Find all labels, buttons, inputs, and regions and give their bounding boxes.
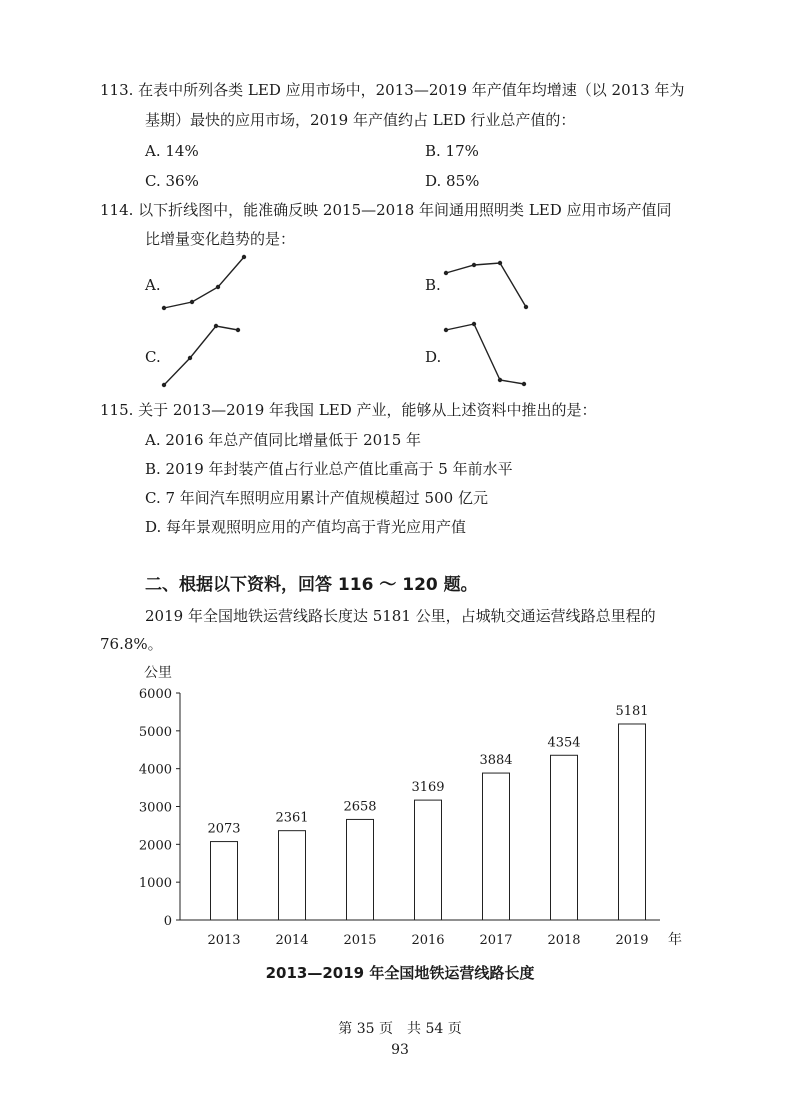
x-tick-label: 2013 (207, 933, 241, 948)
q115-option-c: C. 7 年间汽车照明应用累计产值规模超过 500 亿元 (145, 489, 488, 507)
subway-length-bar-chart (130, 660, 690, 955)
y-tick-label: 4000 (138, 762, 172, 778)
q114-stem-line2: 比增量变化趋势的是： (145, 230, 296, 248)
q114-option-c-mini-line-chart (158, 320, 258, 395)
q113-option-a: A. 14% (145, 142, 199, 160)
bar (415, 800, 442, 920)
y-tick-label: 2000 (138, 838, 172, 854)
bar (347, 819, 374, 920)
y-tick-label: 3000 (138, 800, 172, 816)
bar (483, 773, 510, 920)
section2-intro-line1: 2019 年全国地铁运营线路长度达 5181 公里，占城轨交通运营线路总里程的 (145, 607, 656, 625)
bar-value-label: 2361 (275, 810, 309, 826)
section2-intro-line2: 76.8%。 (100, 635, 163, 653)
y-tick-label: 0 (163, 914, 172, 929)
x-tick-label: 2014 (275, 933, 309, 948)
q114-option-b-label: B. (425, 276, 441, 294)
section2-heading: 二、根据以下资料，回答 116 ～ 120 题。 (145, 575, 478, 595)
q113-stem-line1: 113. 在表中所列各类 LED 应用市场中，2013—2019 年产值年均增速（以 2013 年为 (100, 81, 685, 99)
q115-option-d: D. 每年景观照明应用的产值均高于背光应用产值 (145, 518, 467, 536)
bar-value-label: 2073 (207, 821, 241, 837)
q114-option-b-mini-line-chart (440, 255, 540, 325)
bar-value-label: 5181 (615, 703, 649, 719)
bar (619, 724, 646, 920)
page-info: 第 35 页 共 54 页 (338, 1021, 462, 1037)
y-tick-label: 6000 (138, 687, 172, 702)
q114-option-a-label: A. (145, 276, 161, 294)
q114-stem-line1: 114. 以下折线图中，能准确反映 2015—2018 年间通用照明类 LED 应用市场产值同 (100, 201, 672, 219)
x-tick-label: 2015 (343, 933, 377, 948)
x-tick-label: 2018 (547, 933, 581, 948)
y-tick-label: 1000 (138, 876, 172, 892)
q113-option-b: B. 17% (425, 142, 479, 160)
y-tick-label: 5000 (138, 724, 172, 740)
bar-value-label: 4354 (547, 735, 581, 751)
bar-value-label: 2658 (343, 799, 377, 815)
q113-option-d: D. 85% (425, 172, 480, 190)
chart-title: 2013—2019 年全国地铁运营线路长度 (265, 964, 535, 982)
q115-option-b: B. 2019 年封装产值占行业总产值比重高于 5 年前水平 (145, 460, 513, 478)
x-tick-label: 2019 (615, 933, 649, 948)
bar-value-label: 3884 (479, 753, 513, 769)
y-axis-label: 公里 (144, 665, 172, 681)
q114-option-d-mini-line-chart (440, 320, 540, 395)
x-axis-label: 年 (668, 932, 682, 948)
x-tick-label: 2017 (479, 933, 513, 948)
q114-option-d-label: D. (425, 348, 442, 366)
bar (279, 831, 306, 920)
q113-option-c: C. 36% (145, 172, 199, 190)
bar-value-label: 3169 (411, 780, 445, 796)
bar (551, 755, 578, 920)
q115-option-a: A. 2016 年总产值同比增量低于 2015 年 (145, 431, 422, 449)
q114-option-c-label: C. (145, 348, 161, 366)
bar (211, 842, 238, 920)
q113-stem-line2: 基期）最快的应用市场，2019 年产值约占 LED 行业总产值的： (145, 111, 576, 129)
q115-stem: 115. 关于 2013—2019 年我国 LED 产业，能够从上述资料中推出的是： (100, 401, 597, 419)
page-number: 93 (391, 1042, 409, 1058)
q114-option-a-mini-line-chart (158, 250, 258, 320)
x-tick-label: 2016 (411, 933, 445, 948)
